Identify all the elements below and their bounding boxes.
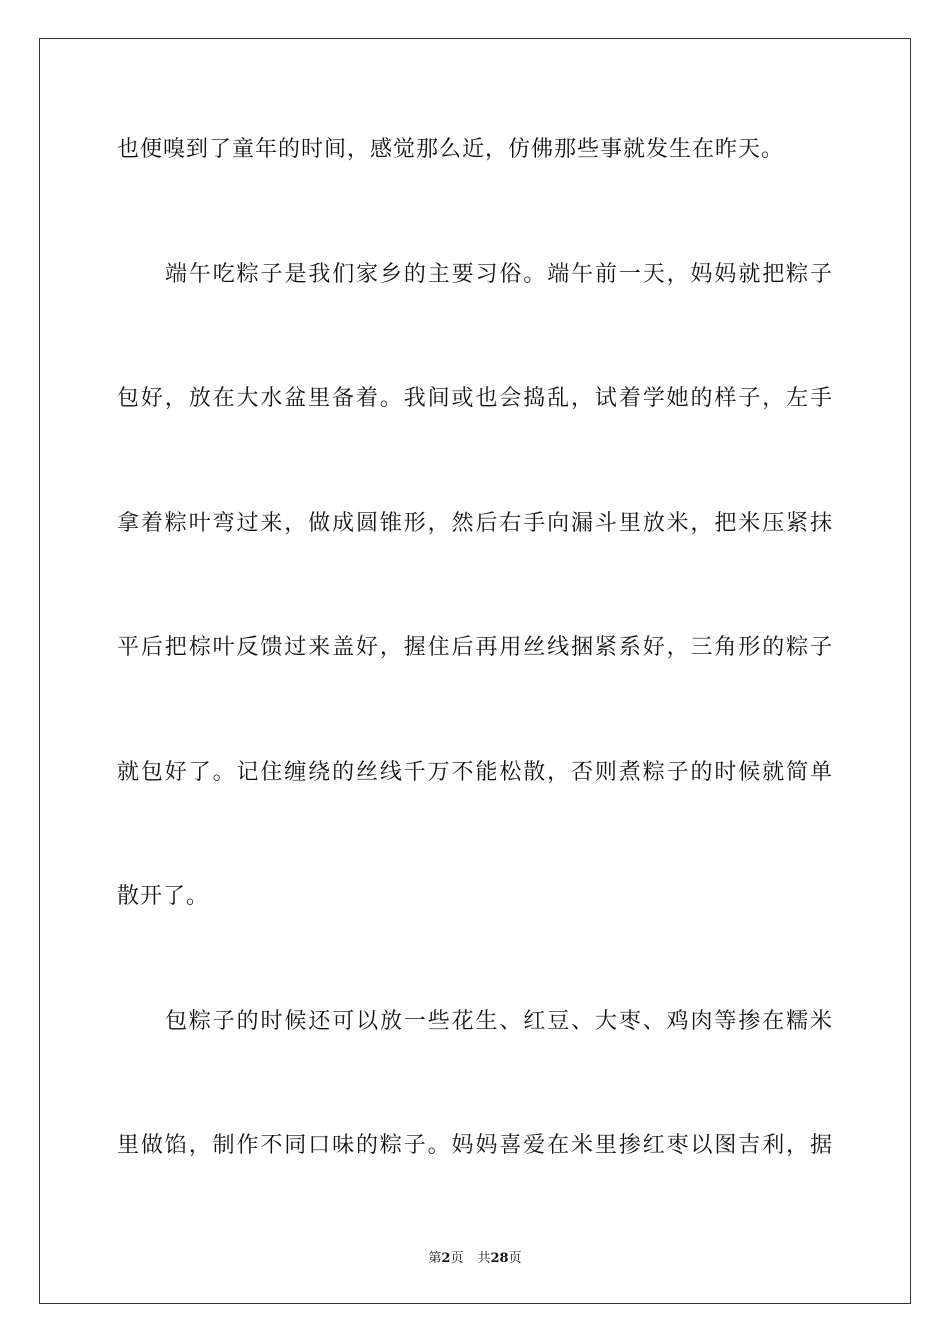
- body-line-1: 也便嗅到了童年的时间，感觉那么近，仿佛那些事就发生在昨天。: [117, 137, 785, 162]
- body-line-6: 就包好了。记住缠绕的丝线千万不能松散，否则煮粽子的时候就简单: [117, 760, 833, 785]
- page-footer: [0, 1247, 950, 1266]
- footer-page-prefix: 第: [428, 1251, 442, 1266]
- page-border: [39, 38, 911, 1304]
- body-line-3: 包好，放在大水盆里备着。我间或也会捣乱，试着学她的样子，左手: [117, 386, 833, 411]
- body-line-4: 拿着粽叶弯过来，做成圆锥形，然后右手向漏斗里放米，把米压紧抹: [117, 511, 833, 536]
- footer-page-suffix: 页: [450, 1251, 464, 1266]
- body-line-7: 散开了。: [117, 884, 210, 909]
- body-line-5: 平后把棕叶反馈过来盖好，握住后再用丝线捆紧系好，三角形的粽子: [117, 635, 833, 660]
- body-line-2: 端午吃粽子是我们家乡的主要习俗。端午前一天，妈妈就把粽子: [165, 262, 833, 287]
- body-line-8: 包粽子的时候还可以放一些花生、红豆、大枣、鸡肉等掺在糯米: [165, 1009, 833, 1034]
- footer-total-prefix: 共: [477, 1251, 491, 1266]
- body-line-9: 里做馅，制作不同口味的粽子。妈妈喜爱在米里掺红枣以图吉利，据: [117, 1133, 833, 1158]
- footer-total-suffix: 页: [508, 1251, 522, 1266]
- footer-page-current: 2: [441, 1251, 451, 1266]
- footer-page-total: 28: [490, 1251, 509, 1266]
